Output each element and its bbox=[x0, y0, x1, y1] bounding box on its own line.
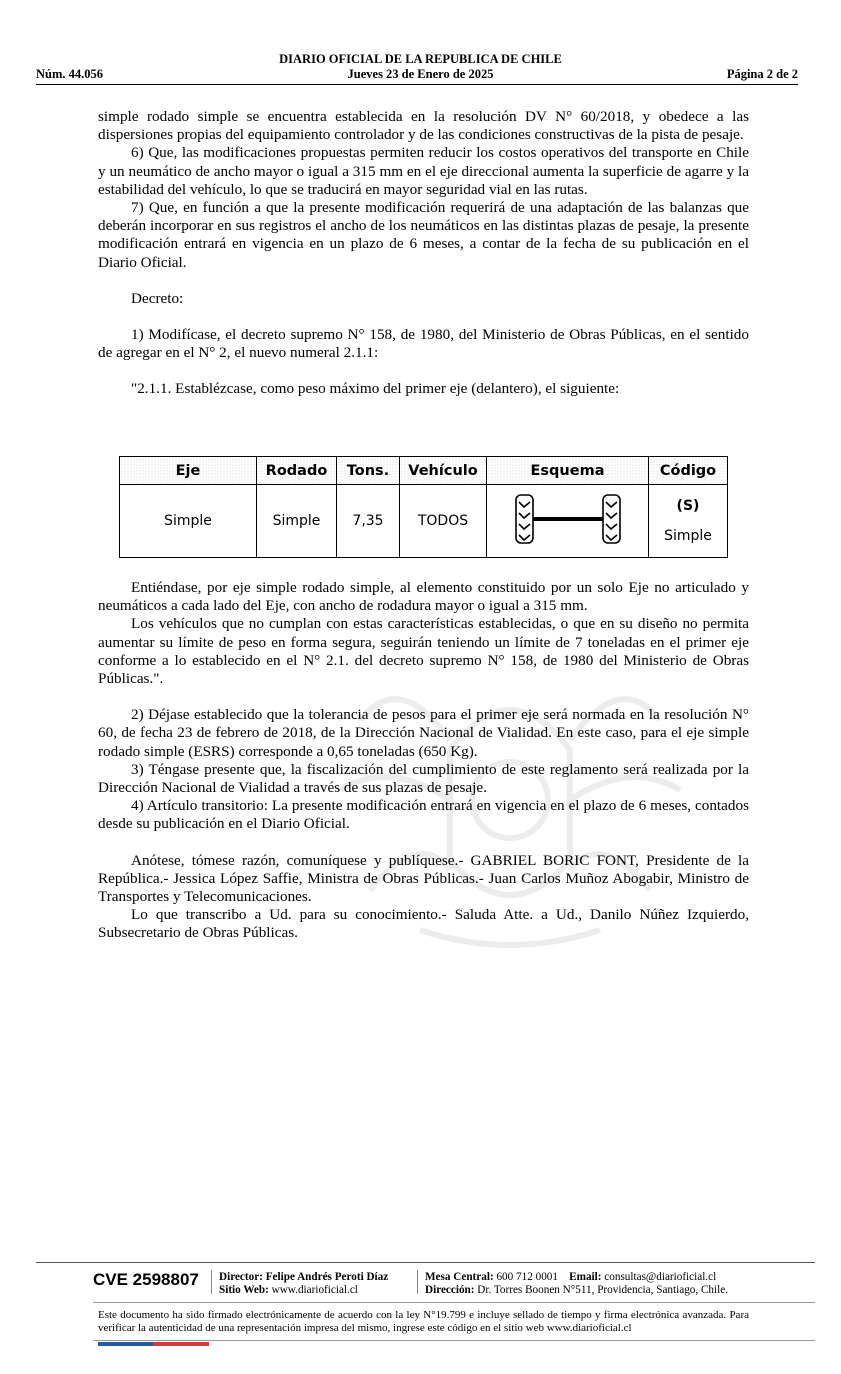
footer-mid-rule bbox=[93, 1302, 815, 1303]
table-row bbox=[120, 485, 728, 558]
web-label: Sitio Web: bbox=[219, 1284, 269, 1296]
footer-top-rule bbox=[36, 1262, 815, 1263]
table-cell: TODOS bbox=[400, 485, 487, 558]
email-link[interactable]: consultas@diarioficial.cl bbox=[604, 1271, 717, 1283]
table-header-cell: Código bbox=[649, 457, 728, 485]
cve-code: CVE 2598807 bbox=[93, 1270, 199, 1289]
paragraph: 4) Artículo transitorio: La presente modificación entrará en vigencia en el plazo de 6 meses, contados desde su publicación en el Diario Oficial. bbox=[98, 797, 749, 833]
table-cell: Simple bbox=[257, 485, 337, 558]
paragraph: Entiéndase, por eje simple rodado simple, al elemento constituido por un solo Eje no articulado y neumáticos a cada lado del Eje, con ancho de rodadura mayor o igual a 315 mm. bbox=[98, 579, 749, 615]
axle-weight-table bbox=[119, 456, 728, 558]
table-cell bbox=[649, 485, 728, 558]
mesa-label: Mesa Central: bbox=[425, 1271, 494, 1283]
signature-paragraph: Anótese, tómese razón, comuníquese y publíquese.- GABRIEL BORIC FONT, Presidente de la República.- Jessica López Saffie, Ministra de Obras Públicas.- Juan Carlos Muñoz Abogabir, Ministro de Transportes y Telecomunicaciones. bbox=[98, 851, 749, 906]
table-header-cell: Esquema bbox=[487, 457, 649, 485]
table-header-cell: Vehículo bbox=[400, 457, 487, 485]
mesa-phone: 600 712 0001 bbox=[496, 1271, 558, 1283]
paragraph: 7) Que, en función a que la presente modificación requerirá de una adaptación de las balanzas que deberán incorporar en sus registros el ancho de los neumáticos en las distintas plazas de pesaje, la presente modificación entrará en vigencia en un plazo de 6 meses, a contar de la fecha de su publicación en el Diario Oficial. bbox=[98, 199, 749, 271]
email-label: Email: bbox=[569, 1271, 602, 1283]
direccion-value: Dr. Torres Boonen N°511, Providencia, Santiago, Chile. bbox=[477, 1284, 729, 1296]
header-rule bbox=[36, 84, 798, 85]
paragraph: 6) Que, las modificaciones propuestas permiten reducir los costos operativos del transporte en Chile y un neumático de ancho mayor o igual a 315 mm en el eje direccional aumenta la superficie de agarre y la estabilidad del vehículo, lo que se traducirá en mayor seguridad vial en las rutas. bbox=[98, 144, 749, 198]
flag-bar-blue bbox=[98, 1342, 153, 1346]
table-cell bbox=[487, 485, 649, 558]
page-indicator: Página 2 de 2 bbox=[726, 67, 798, 81]
web-link[interactable]: www.diarioficial.cl bbox=[271, 1284, 358, 1296]
issue-number: Núm. 44.056 bbox=[36, 67, 104, 81]
footer-divider bbox=[211, 1270, 212, 1294]
footer-contact-block bbox=[425, 1271, 728, 1297]
document-body bbox=[98, 108, 749, 399]
flag-bar-red bbox=[153, 1342, 209, 1346]
footer-disclaimer: Este documento ha sido firmado electrónicamente de acuerdo con la ley N°19.799 e incluye sellado de tiempo y firma electrónica avanzada. Para verificar la autenticidad de una representación impresa del mismo, ingrese este código en el sitio web www.diarioficial.cl bbox=[98, 1309, 749, 1334]
paragraph: Lo que transcribo a Ud. para su conocimiento.- Saluda Atte. a Ud., Danilo Núñez Izquierdo, Subsecretario de Obras Públicas. bbox=[98, 906, 749, 942]
table-header-row bbox=[120, 457, 728, 485]
footer-divider bbox=[417, 1270, 418, 1294]
paragraph: 2) Déjase establecido que la tolerancia de pesos para el primer eje será normada en la resolución N° 60, de fecha 23 de febrero de 2018, de la Dirección Nacional de Vialidad. En este caso, para el eje simple rodado simple (ESRS) corresponde a 0,65 toneladas (650 Kg). bbox=[98, 706, 749, 760]
paragraph: Los vehículos que no cumplan con estas características establecidas, o que en su diseño no permita aumentar su límite de peso en forma segura, seguirán teniendo un límite de 7 toneladas en el primer eje conforme a lo establecido en el N° 2.1. del decreto supremo N° 158, de 1980 del Ministerio de Obras Públicas.". bbox=[98, 615, 749, 688]
footer-bottom-rule bbox=[93, 1340, 815, 1341]
table-header-cell: Rodado bbox=[257, 457, 337, 485]
single-axle-two-tires-icon bbox=[513, 493, 623, 545]
paragraph: 3) Téngase presente que, la fiscalización del cumplimiento de este reglamento será realizada por la Dirección Nacional de Vialidad a través de sus plazas de pesaje. bbox=[98, 760, 749, 797]
paragraph: simple rodado simple se encuentra establecida en la resolución DV N° 60/2018, y obedece a las dispersiones propias del equipamiento controlador y de las condiciones constructivas de la pista de pesaje. bbox=[98, 108, 749, 144]
director-name: Felipe Andrés Peroti Díaz bbox=[265, 1271, 389, 1283]
director-label: Director: bbox=[219, 1271, 263, 1283]
table-header-cell: Tons. bbox=[337, 457, 400, 485]
document-body-continued bbox=[98, 579, 749, 943]
table-cell: 7,35 bbox=[337, 485, 400, 558]
direccion-label: Dirección: bbox=[425, 1284, 475, 1296]
publication-title: DIARIO OFICIAL DE LA REPUBLICA DE CHILE bbox=[279, 52, 562, 66]
code-value: (S) bbox=[676, 498, 700, 514]
paragraph: 1) Modifícase, el decreto supremo N° 158, de 1980, del Ministerio de Obras Públicas, en el sentido de agregar en el N° 2, el nuevo numeral 2.1.1: bbox=[98, 326, 749, 362]
decree-heading: Decreto: bbox=[131, 289, 184, 307]
code-label: Simple bbox=[664, 528, 712, 544]
footer-director-block bbox=[219, 1271, 388, 1297]
table-header-cell: Eje bbox=[120, 457, 257, 485]
paragraph: "2.1.1. Establézcase, como peso máximo del primer eje (delantero), el siguiente: bbox=[131, 380, 620, 398]
table-cell: Simple bbox=[120, 485, 257, 558]
publication-date: Jueves 23 de Enero de 2025 bbox=[347, 67, 494, 81]
